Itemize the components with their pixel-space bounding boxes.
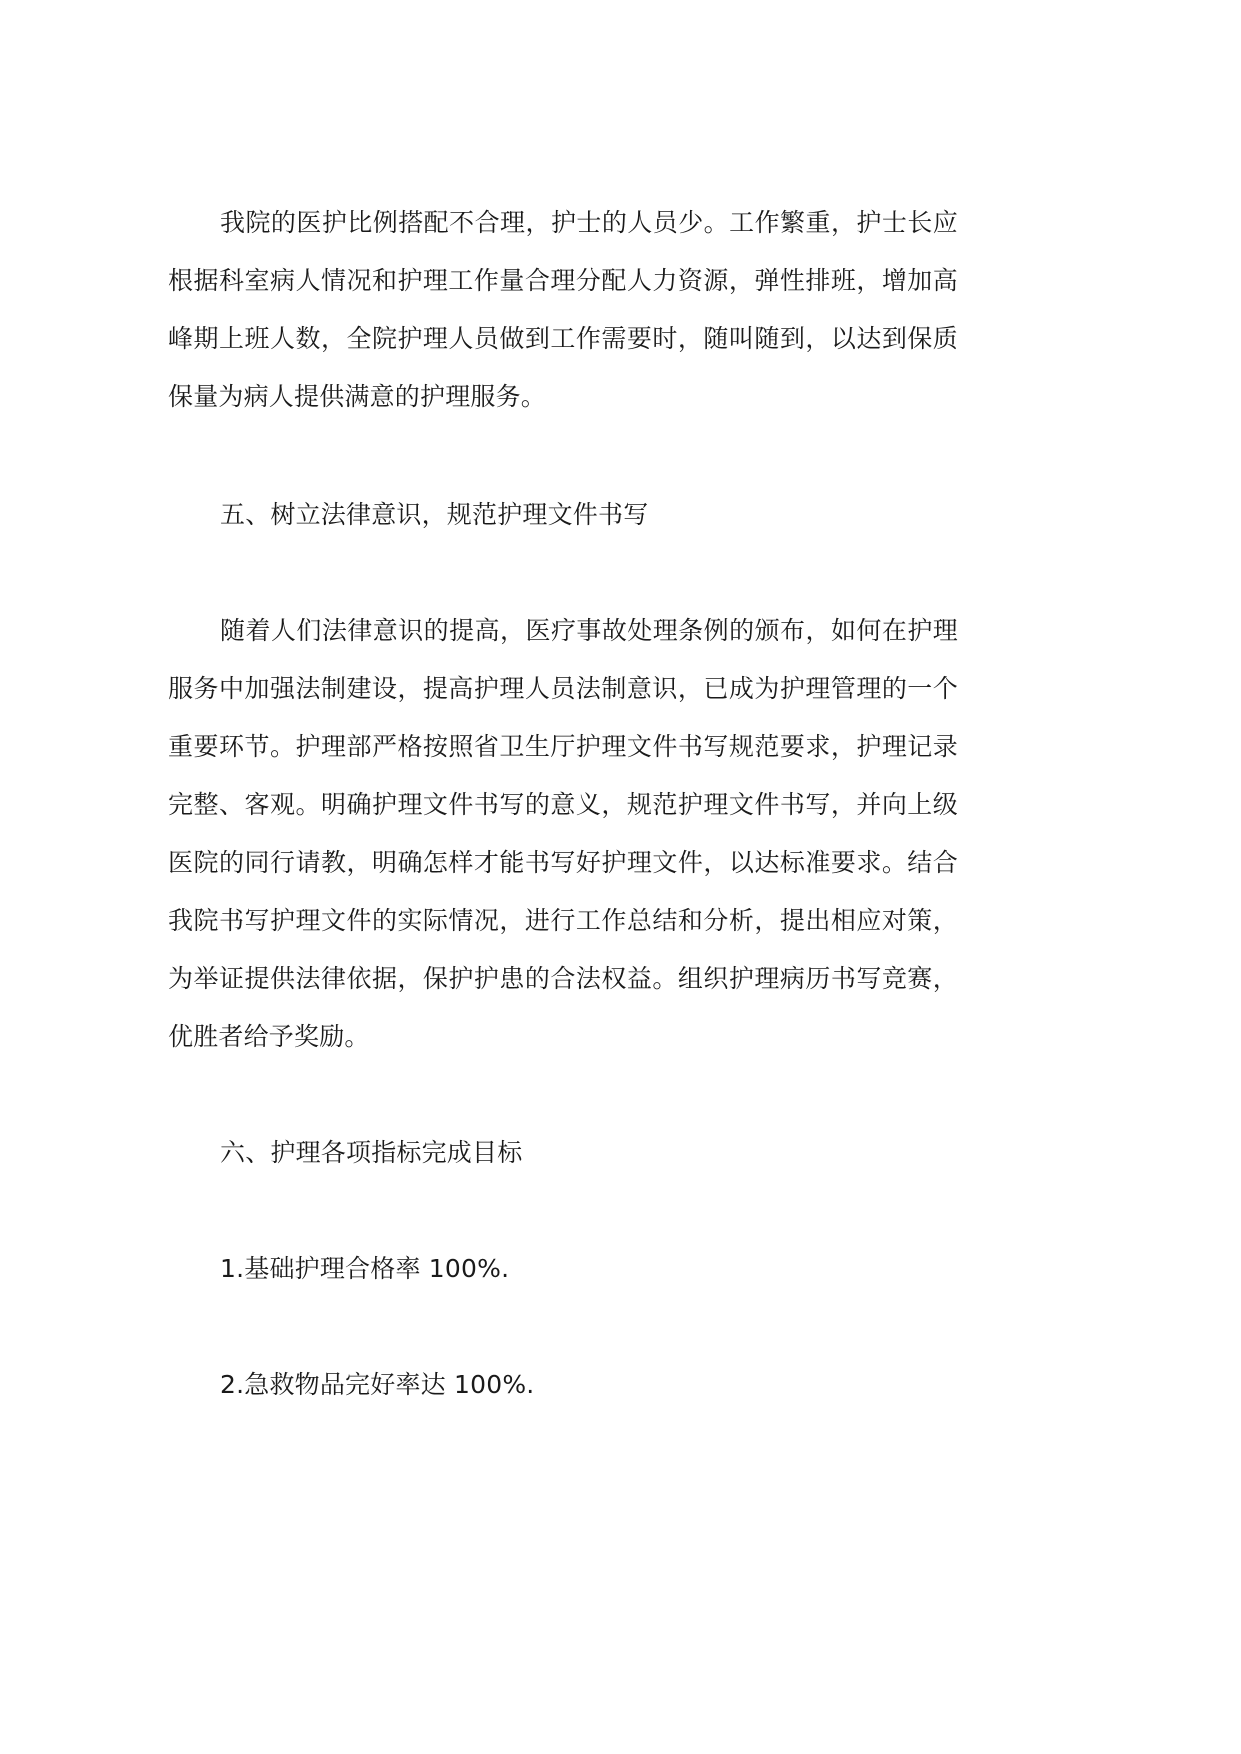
- target-item-1: 1.基础护理合格率 100%.: [220, 1254, 510, 1283]
- section-heading-5: 五、树立法律意识，规范护理文件书写: [220, 500, 649, 529]
- paragraph-legal-awareness: 随着人们法律意识的提高，医疗事故处理条例的颁布，如何在护理服务中加强法制建设，提高护理人员法制意识，已成为护理管理的一个重要环节。护理部严格按照省卫生厅护理文件书写规范要求，护理记录完整、客观。明确护理文件书写的意义，规范护理文件书写，并向上级医院的同行请教，明确怎样才能书写好护理文件，以达标准要求。结合我院书写护理文件的实际情况，进行工作总结和分析，提出相应对策，为举证提供法律依据，保护护患的合法权益。组织护理病历书写竞赛，优胜者给予奖励。: [168, 616, 958, 1051]
- section-heading-6: 六、护理各项指标完成目标: [220, 1138, 523, 1167]
- target-item-2: 2.急救物品完好率达 100%.: [220, 1370, 535, 1399]
- paragraph-staffing: 我院的医护比例搭配不合理，护士的人员少。工作繁重，护士长应根据科室病人情况和护理工作量合理分配人力资源，弹性排班，增加高峰期上班人数，全院护理人员做到工作需要时，随叫随到，以达到保质保量为病人提供满意的护理服务。: [168, 208, 958, 411]
